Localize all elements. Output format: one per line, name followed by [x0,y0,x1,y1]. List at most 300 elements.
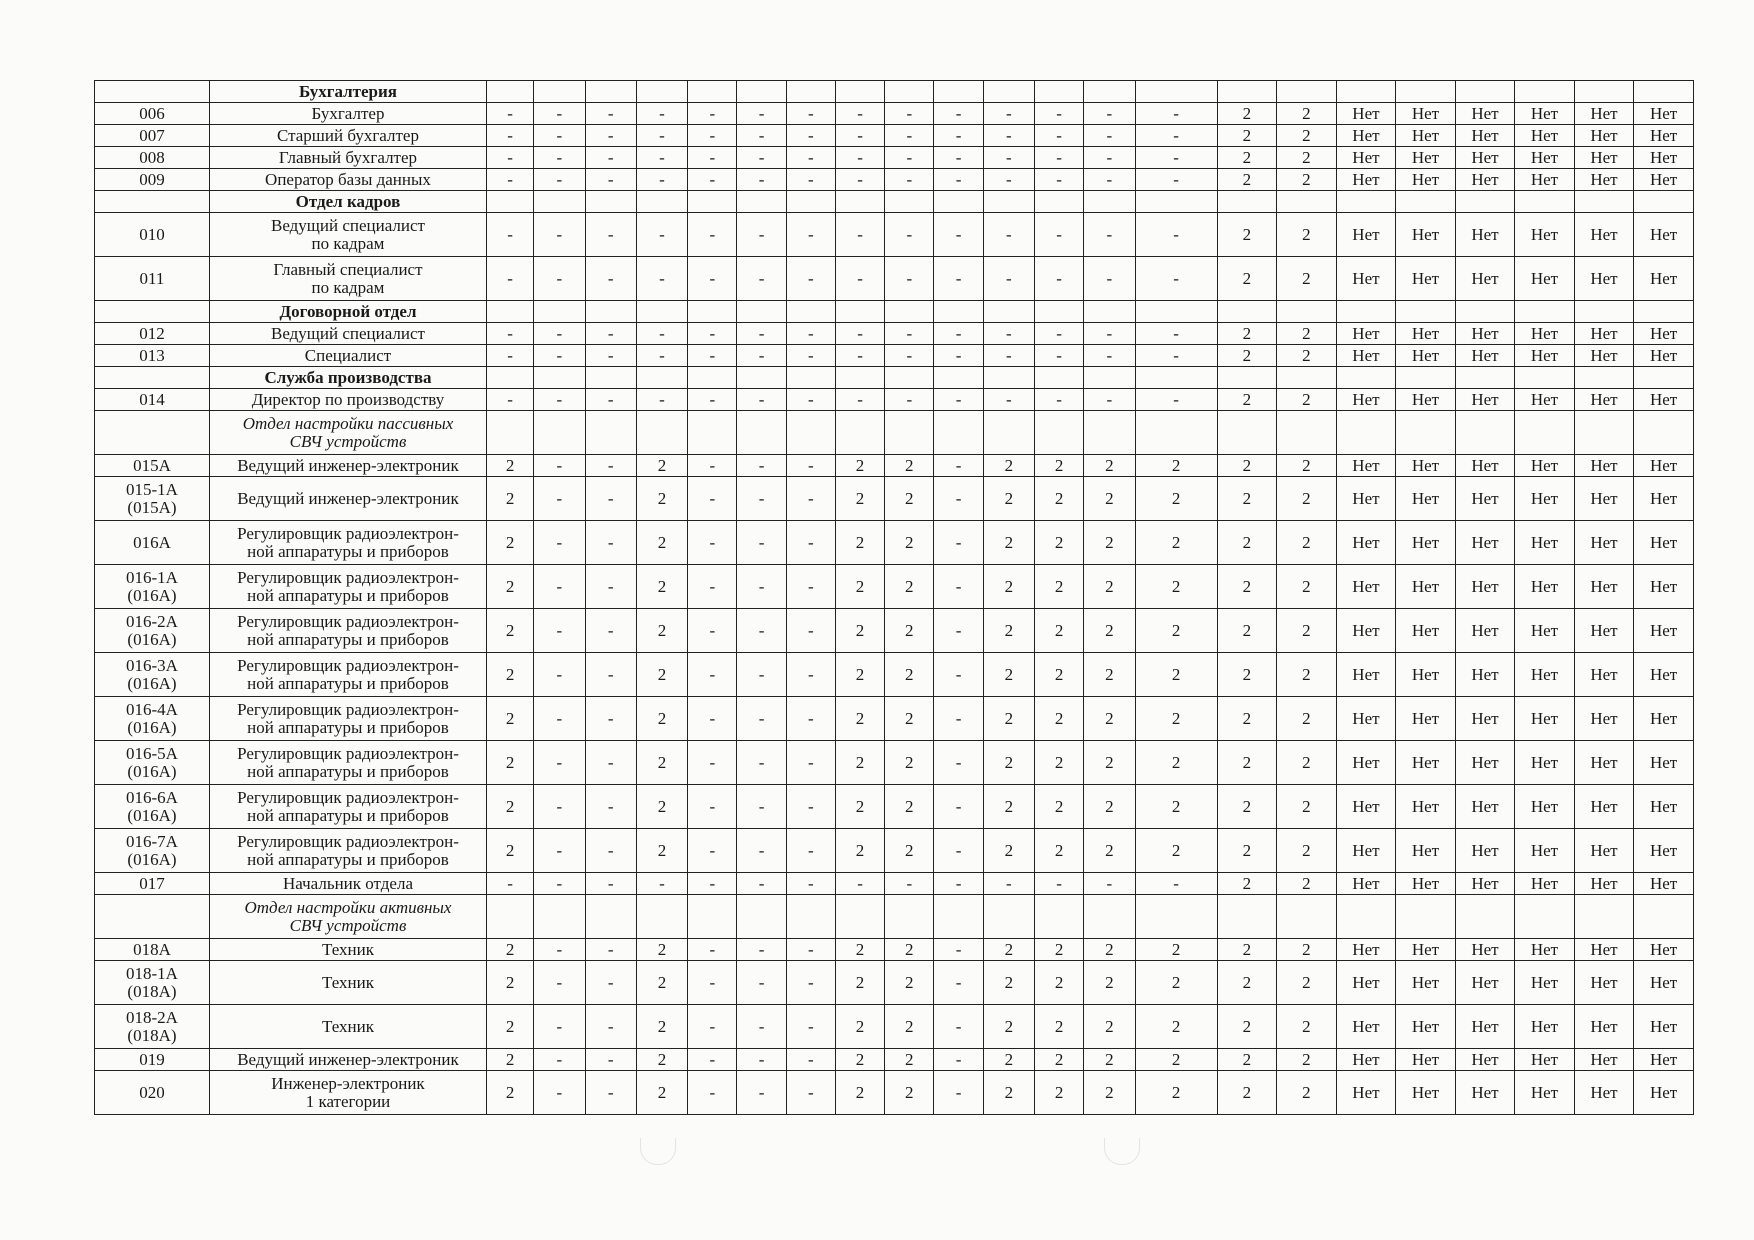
value-cell: 2 [1034,961,1083,1005]
value-cell: 2 [1217,213,1277,257]
value-cell: - [835,389,884,411]
row-code: 016А [133,532,171,552]
value-cell: 2 [1217,103,1277,125]
value-cell [534,411,585,455]
position-cell [209,455,486,477]
position-name: Регулировщик радиоэлектрон- [237,655,459,675]
value-cell: - [585,455,636,477]
value-cell: Нет [1336,521,1396,565]
value-cell: - [1084,169,1135,191]
value-cell [1515,191,1575,213]
value-cell: 2 [1217,609,1277,653]
value-cell: Нет [1396,609,1456,653]
row-code: 016-4А [125,699,178,719]
value-cell: 2 [1084,565,1135,609]
row-code: 015А [133,455,171,475]
value-cell: - [786,521,835,565]
value-cell: - [688,653,737,697]
value-cell: 2 [1135,477,1217,521]
value-cell: - [636,257,687,301]
value-cell [1034,411,1083,455]
position-name: Регулировщик радиоэлектрон- [237,699,459,719]
value-cell: - [487,873,534,895]
value-cell: 2 [1034,939,1083,961]
value-cell [1084,895,1135,939]
row-code: 016-5А [125,743,178,763]
value-cell: 2 [636,829,687,873]
value-cell: - [885,345,934,367]
value-cell [1135,191,1217,213]
table-row [95,103,1694,125]
row-code-cell [95,477,210,521]
value-cell: 2 [1084,939,1135,961]
value-cell: Нет [1455,125,1515,147]
value-cell: - [885,125,934,147]
value-cell: - [636,147,687,169]
value-cell: - [934,147,983,169]
value-cell: 2 [487,697,534,741]
value-cell [636,367,687,389]
value-cell: 2 [1277,609,1337,653]
value-cell: - [534,213,585,257]
value-cell: 2 [1217,323,1277,345]
value-cell: 2 [1277,213,1337,257]
value-cell: Нет [1515,609,1575,653]
value-cell [1455,895,1515,939]
value-cell [1574,81,1634,103]
value-cell: 2 [636,697,687,741]
value-cell: 2 [1084,1049,1135,1071]
value-cell: 2 [885,521,934,565]
value-cell: - [688,741,737,785]
position-name: Директор по производству [251,389,445,409]
value-cell: - [688,697,737,741]
value-cell: Нет [1396,785,1456,829]
value-cell: 2 [1135,697,1217,741]
value-cell: Нет [1396,565,1456,609]
value-cell: - [534,653,585,697]
value-cell: 2 [983,961,1034,1005]
value-cell [1634,411,1694,455]
value-cell: - [534,873,585,895]
value-cell: - [786,213,835,257]
value-cell [1455,191,1515,213]
value-cell: - [934,477,983,521]
section-title: Служба производства [264,367,432,387]
value-cell: 2 [885,1071,934,1115]
value-cell [487,191,534,213]
value-cell: - [835,323,884,345]
value-cell: 2 [885,829,934,873]
row-code-cell [95,785,210,829]
value-cell [885,191,934,213]
value-cell: 2 [1277,873,1337,895]
value-cell: 2 [1135,785,1217,829]
value-cell: 2 [983,785,1034,829]
value-cell: Нет [1396,829,1456,873]
value-cell: 2 [1277,169,1337,191]
value-cell: Нет [1574,961,1634,1005]
value-cell: 2 [983,697,1034,741]
value-cell: - [1034,323,1083,345]
value-cell: - [934,653,983,697]
value-cell [585,411,636,455]
value-cell: Нет [1515,697,1575,741]
value-cell: - [534,1071,585,1115]
value-cell: 2 [1084,477,1135,521]
value-cell: - [688,521,737,565]
value-cell: - [585,1071,636,1115]
value-cell: - [1135,873,1217,895]
value-cell: - [983,323,1034,345]
value-cell: 2 [487,1071,534,1115]
position-name: по кадрам [311,277,385,297]
value-cell: Нет [1336,213,1396,257]
value-cell: 2 [1217,1005,1277,1049]
value-cell: 2 [1084,521,1135,565]
value-cell: 2 [1135,939,1217,961]
value-cell: - [534,345,585,367]
value-cell: - [1034,213,1083,257]
value-cell: Нет [1574,477,1634,521]
value-cell: - [688,323,737,345]
value-cell: - [983,125,1034,147]
value-cell: - [1135,169,1217,191]
value-cell [1034,301,1083,323]
value-cell: 2 [835,565,884,609]
value-cell: - [983,257,1034,301]
value-cell: Нет [1515,213,1575,257]
position-name: Техник [321,939,374,959]
value-cell [1336,191,1396,213]
value-cell: Нет [1574,389,1634,411]
value-cell: - [585,345,636,367]
value-cell [1396,81,1456,103]
value-cell [1396,895,1456,939]
value-cell: Нет [1396,455,1456,477]
value-cell: - [688,257,737,301]
value-cell: Нет [1574,785,1634,829]
value-cell: 2 [835,653,884,697]
value-cell: - [688,961,737,1005]
value-cell [487,367,534,389]
value-cell: Нет [1455,697,1515,741]
value-cell: Нет [1634,741,1694,785]
row-code: 020 [139,1082,165,1102]
value-cell: 2 [885,653,934,697]
value-cell: - [934,125,983,147]
value-cell [1574,411,1634,455]
value-cell: - [1135,257,1217,301]
value-cell: Нет [1396,939,1456,961]
value-cell: - [636,389,687,411]
value-cell: 2 [1034,455,1083,477]
value-cell: 2 [835,1071,884,1115]
value-cell: - [585,873,636,895]
row-code: 007 [139,125,165,145]
position-name: Регулировщик радиоэлектрон- [237,831,459,851]
value-cell: Нет [1336,1005,1396,1049]
value-cell: - [534,609,585,653]
value-cell: 2 [487,609,534,653]
value-cell: - [688,829,737,873]
value-cell: - [585,389,636,411]
position-name: Техник [321,1016,374,1036]
value-cell [737,301,786,323]
value-cell: Нет [1634,939,1694,961]
section-title: Бухгалтерия [298,81,398,101]
value-cell: 2 [1135,653,1217,697]
value-cell: 2 [1217,565,1277,609]
value-cell: 2 [835,609,884,653]
value-cell: Нет [1396,477,1456,521]
value-cell: 2 [1084,1071,1135,1115]
value-cell: - [786,323,835,345]
value-cell [737,191,786,213]
row-code: (016А) [127,673,177,693]
value-cell: Нет [1396,213,1456,257]
value-cell: Нет [1515,1071,1575,1115]
value-cell: 2 [636,1049,687,1071]
value-cell [934,367,983,389]
value-cell: 2 [835,961,884,1005]
value-cell: Нет [1336,323,1396,345]
table-row [95,147,1694,169]
value-cell [487,301,534,323]
value-cell: - [585,565,636,609]
value-cell: - [1034,389,1083,411]
value-cell [1277,895,1337,939]
value-cell: 2 [1084,455,1135,477]
section-row [95,367,1694,389]
value-cell [1135,411,1217,455]
value-cell: 2 [1135,741,1217,785]
table-row [95,213,1694,257]
value-cell: - [688,609,737,653]
value-cell: 2 [1217,939,1277,961]
value-cell: - [487,323,534,345]
value-cell [1574,191,1634,213]
value-cell: - [983,213,1034,257]
row-code: 009 [139,169,165,189]
value-cell: - [737,1049,786,1071]
value-cell: 2 [983,455,1034,477]
position-cell [209,565,486,609]
value-cell: Нет [1515,147,1575,169]
value-cell: 2 [1034,1049,1083,1071]
value-cell: - [737,521,786,565]
value-cell: - [585,653,636,697]
table-row [95,653,1694,697]
value-cell: Нет [1515,939,1575,961]
value-cell [1515,367,1575,389]
value-cell [688,81,737,103]
value-cell [786,191,835,213]
value-cell: 2 [1277,1005,1337,1049]
value-cell: Нет [1455,1049,1515,1071]
value-cell [585,301,636,323]
value-cell: - [1084,323,1135,345]
value-cell: Нет [1634,125,1694,147]
value-cell: Нет [1634,323,1694,345]
position-cell [209,1071,486,1115]
value-cell: - [534,125,585,147]
value-cell: - [636,345,687,367]
value-cell: 2 [1034,1005,1083,1049]
table-row [95,389,1694,411]
position-cell [209,1049,486,1071]
position-cell [209,1005,486,1049]
table-row [95,565,1694,609]
value-cell: Нет [1574,565,1634,609]
value-cell: Нет [1515,1005,1575,1049]
value-cell: 2 [1217,873,1277,895]
value-cell: - [983,345,1034,367]
binder-hole-right [1104,1138,1140,1165]
table-row [95,785,1694,829]
value-cell [1084,301,1135,323]
value-cell: - [585,147,636,169]
value-cell: 2 [1135,521,1217,565]
value-cell [1084,191,1135,213]
value-cell: - [934,103,983,125]
value-cell: Нет [1634,873,1694,895]
value-cell: Нет [1336,125,1396,147]
value-cell [636,895,687,939]
value-cell: 2 [1135,1049,1217,1071]
value-cell: 2 [983,565,1034,609]
section-row [95,81,1694,103]
position-name: Техник [321,972,374,992]
value-cell [835,411,884,455]
value-cell: 2 [835,741,884,785]
value-cell: 2 [1034,741,1083,785]
row-code: (016А) [127,849,177,869]
position-cell [209,741,486,785]
value-cell: - [786,389,835,411]
value-cell: - [534,741,585,785]
value-cell [1574,367,1634,389]
value-cell [983,81,1034,103]
value-cell: Нет [1336,961,1396,1005]
value-cell [1277,191,1337,213]
value-cell: Нет [1515,873,1575,895]
value-cell: 2 [1034,829,1083,873]
table-row [95,323,1694,345]
value-cell: Нет [1634,697,1694,741]
value-cell: Нет [1634,1005,1694,1049]
value-cell: Нет [1336,169,1396,191]
value-cell: 2 [636,1071,687,1115]
value-cell: 2 [1135,961,1217,1005]
value-cell: Нет [1634,169,1694,191]
value-cell: - [1135,147,1217,169]
table-row [95,873,1694,895]
value-cell [885,895,934,939]
table-row [95,455,1694,477]
value-cell: 2 [636,565,687,609]
position-cell [209,125,486,147]
value-cell: - [487,169,534,191]
value-cell [585,367,636,389]
position-cell [209,257,486,301]
value-cell: - [534,477,585,521]
value-cell: Нет [1634,565,1694,609]
value-cell [1634,81,1694,103]
row-code: 008 [139,147,165,167]
table-body [95,81,1694,1115]
value-cell: Нет [1574,103,1634,125]
value-cell: Нет [1336,455,1396,477]
value-cell: 2 [885,477,934,521]
row-code: (016А) [127,761,177,781]
value-cell: Нет [1336,741,1396,785]
value-cell [1084,411,1135,455]
value-cell: 2 [1034,609,1083,653]
position-name: ной аппаратуры и приборов [247,541,449,561]
value-cell [1217,367,1277,389]
value-cell: Нет [1634,1071,1694,1115]
position-cell [209,785,486,829]
position-cell [209,829,486,873]
position-name: Регулировщик радиоэлектрон- [237,523,459,543]
value-cell: Нет [1455,609,1515,653]
value-cell: - [737,785,786,829]
value-cell: 2 [1135,609,1217,653]
value-cell: - [636,103,687,125]
value-cell: - [534,521,585,565]
value-cell: 2 [885,785,934,829]
value-cell: 2 [885,1049,934,1071]
value-cell: Нет [1396,345,1456,367]
value-cell: 2 [1277,939,1337,961]
value-cell [934,301,983,323]
value-cell [1034,895,1083,939]
value-cell: - [835,147,884,169]
value-cell: Нет [1396,257,1456,301]
row-code-cell [95,213,210,257]
value-cell: - [636,125,687,147]
position-name: Оператор базы данных [265,169,431,189]
value-cell: 2 [1135,829,1217,873]
value-cell: - [885,389,934,411]
value-cell: Нет [1396,961,1456,1005]
value-cell: Нет [1574,1071,1634,1115]
value-cell [1135,367,1217,389]
value-cell: Нет [1634,213,1694,257]
value-cell: - [786,873,835,895]
value-cell [487,895,534,939]
value-cell [1135,895,1217,939]
value-cell: - [737,103,786,125]
row-code: 014 [139,389,165,409]
value-cell: Нет [1396,741,1456,785]
value-cell: 2 [1277,653,1337,697]
value-cell: 2 [885,939,934,961]
value-cell: - [1135,323,1217,345]
section-title-cell [209,81,486,103]
value-cell [1396,301,1456,323]
value-cell: Нет [1336,653,1396,697]
value-cell: - [534,103,585,125]
value-cell: 2 [1277,741,1337,785]
value-cell: - [934,169,983,191]
row-code: (016А) [127,717,177,737]
value-cell [688,301,737,323]
value-cell [835,191,884,213]
value-cell: 2 [1217,1049,1277,1071]
value-cell [983,191,1034,213]
